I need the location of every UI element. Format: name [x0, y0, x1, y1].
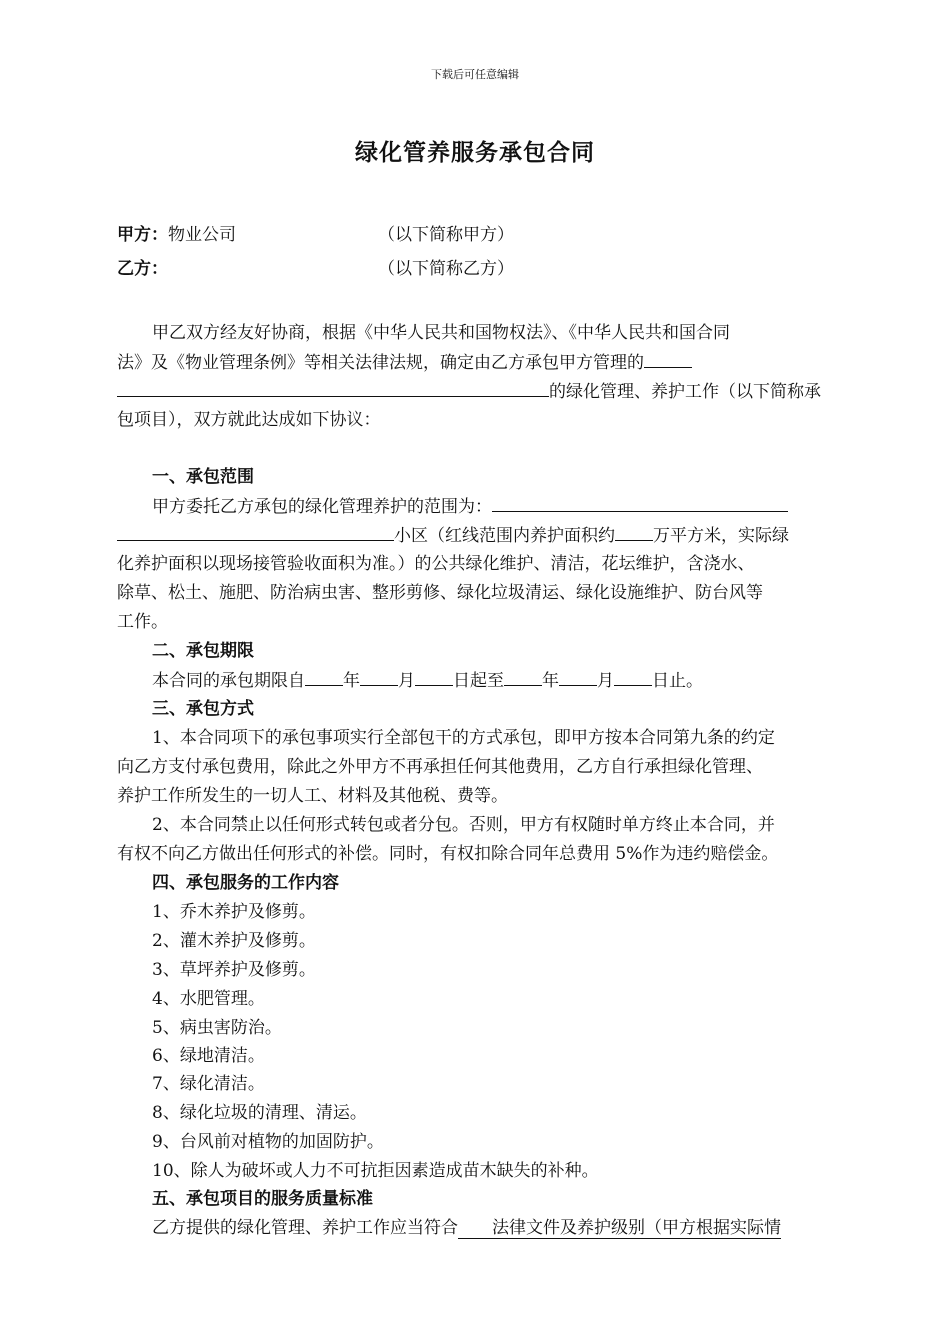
s1-line-5: 工作。	[117, 612, 168, 632]
s1-line-2	[117, 522, 789, 549]
section-1-heading: 一、承包范围	[152, 467, 254, 487]
s2-text-5: 年	[542, 671, 559, 691]
list-item: 8、绿化垃圾的清理、清运。	[152, 1103, 367, 1123]
blank-managed-area-2	[117, 378, 549, 397]
intro-line-2-text: 法》及《物业管理条例》等相关法律法规，确定由乙方承包甲方管理的	[117, 353, 644, 373]
party-b-note: （以下简称乙方）	[378, 259, 514, 279]
party-a-label: 甲方：	[117, 225, 168, 245]
section-4-heading: 四、承包服务的工作内容	[152, 873, 339, 893]
list-item: 3、草坪养护及修剪。	[152, 960, 316, 980]
list-item: 10、除人为破坏或人力不可抗拒因素造成苗木缺失的补种。	[152, 1161, 599, 1181]
document-title: 绿化管养服务承包合同	[355, 139, 595, 166]
blank-area-size	[615, 522, 653, 541]
list-item: 4、水肥管理。	[152, 989, 265, 1009]
s3-line-4: 2、本合同禁止以任何形式转包或者分包。否则，甲方有权随时单方终止本合同，并	[152, 815, 775, 835]
s3-line-5: 有权不向乙方做出任何形式的补偿。同时，有权扣除合同年总费用 5%作为违约赔偿金。	[117, 844, 779, 864]
list-item: 1、乔木养护及修剪。	[152, 902, 316, 922]
blank-start-day	[415, 667, 453, 686]
s2-text-2: 年	[343, 671, 360, 691]
blank-managed-area-1	[644, 349, 692, 368]
page-header: 下载后可任意编辑	[431, 68, 519, 81]
list-item: 7、绿化清洁。	[152, 1074, 265, 1094]
blank-scope-2	[117, 522, 394, 541]
intro-line-2	[117, 349, 692, 376]
blank-start-month	[360, 667, 398, 686]
section-3-heading: 三、承包方式	[152, 699, 254, 719]
blank-start-year	[305, 667, 343, 686]
party-b-label: 乙方：	[117, 259, 168, 279]
s1-line-2b: 万平方米，实际绿	[653, 526, 789, 546]
blank-end-day	[614, 667, 652, 686]
list-item: 5、病虫害防治。	[152, 1018, 282, 1038]
party-a-name: 物业公司	[168, 225, 236, 245]
party-a-note: （以下简称甲方）	[378, 225, 514, 245]
s1-line-4: 除草、松土、施肥、防治病虫害、整形剪修、绿化垃圾清运、绿化设施维护、防台风等	[117, 583, 763, 603]
s2-text-6: 月	[597, 671, 614, 691]
s3-line-2: 向乙方支付承包费用，除此之外甲方不再承担任何其他费用，乙方自行承担绿化管理、	[117, 757, 763, 777]
s2-text-3: 月	[398, 671, 415, 691]
intro-line-1: 甲乙双方经友好协商，根据《中华人民共和国物权法》、《中华人民共和国合同	[152, 323, 730, 343]
list-item: 6、绿地清洁。	[152, 1046, 265, 1066]
blank-scope-1	[492, 493, 788, 512]
s5-underlined-standard	[458, 1218, 781, 1239]
section-2-heading: 二、承包期限	[152, 641, 254, 661]
intro-line-4: 包项目），双方就此达成如下协议：	[117, 410, 381, 430]
s2-text-7: 日止。	[652, 671, 703, 691]
s3-line-1: 1、本合同项下的承包事项实行全部包干的方式承包，即甲方按本合同第九条的约定	[152, 728, 775, 748]
s2-text-1: 本合同的承包期限自	[152, 671, 305, 691]
intro-line-3-text: 的绿化管理、养护工作（以下简称承	[549, 382, 821, 402]
party-a	[117, 222, 236, 248]
blank-end-month	[559, 667, 597, 686]
section-5-heading: 五、承包项目的服务质量标准	[152, 1189, 373, 1209]
s5-line-1a: 乙方提供的绿化管理、养护工作应当符合	[152, 1218, 458, 1238]
list-item: 9、台风前对植物的加固防护。	[152, 1132, 384, 1152]
s1-line-2a: 小区（红线范围内养护面积约	[394, 526, 615, 546]
s3-line-3: 养护工作所发生的一切人工、材料及其他税、费等。	[117, 786, 508, 806]
s1-line-3: 化养护面积以现场接管验收面积为准。）的公共绿化维护、清洁，花坛维护，含浇水、	[117, 554, 755, 574]
intro-line-3	[117, 378, 821, 405]
s5-line-1b: 法律文件及养护级别（甲方根据实际情	[492, 1218, 781, 1238]
s2-text-4: 日起至	[453, 671, 504, 691]
s2-term-line	[152, 667, 703, 694]
list-item: 2、灌木养护及修剪。	[152, 931, 316, 951]
s1-line-1	[152, 493, 788, 520]
blank-end-year	[504, 667, 542, 686]
s5-line-1	[152, 1215, 781, 1241]
s1-line-1-text: 甲方委托乙方承包的绿化管理养护的范围为：	[152, 497, 492, 517]
